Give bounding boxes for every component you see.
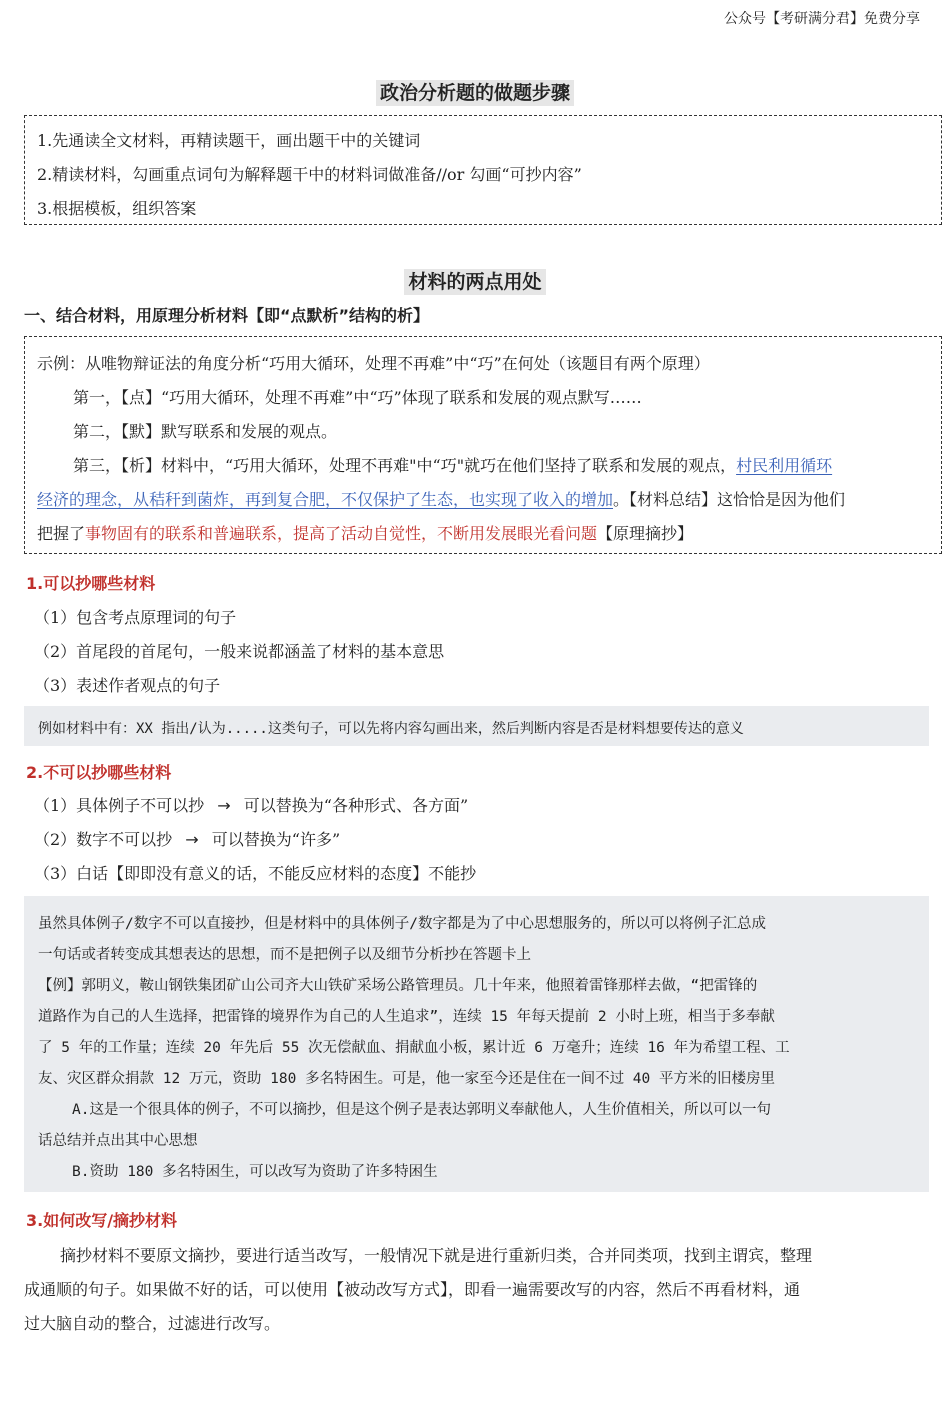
example-analysis-line1 — [73, 453, 832, 476]
step-2: 2.精读材料，勾画重点词句为解释题干中的材料词做准备//or 勾画“可抄内容” — [37, 165, 582, 184]
example-default: 第二，【默】默写联系和发展的观点。 — [73, 422, 338, 441]
section2-subtitle: 一、结合材料，用原理分析材料【即“点默析”结构的析】 — [24, 306, 430, 325]
part3-line-3: 过大脑自动的整合，过滤进行改写。 — [24, 1314, 281, 1333]
analysis-text-c: 把握了 — [37, 524, 86, 543]
part1-item-3: （3）表述作者观点的句子 — [34, 676, 221, 695]
box-line-9: B.资助 180 多名特困生，可以改写为资助了许多特困生 — [72, 1164, 438, 1180]
part1-item-2: （2）首尾段的首尾句，一般来说都涵盖了材料的基本意思 — [34, 642, 445, 661]
section1-title-text: 政治分析题的做题步骤 — [376, 80, 574, 106]
part2-heading: 2.不可以抄哪些材料 — [26, 763, 172, 782]
box-line-7: A.这是一个很具体的例子，不可以摘抄，但是这个例子是表达郭明义奉献他人，人生价值相关，所以可以一句 — [72, 1102, 771, 1118]
part3-line-2: 成通顺的句子。如果做不好的话，可以使用【被动改写方式】，即看一遍需要改写的内容，然后不再看材料，通 — [24, 1280, 801, 1299]
part2-item-1-text: （1）具体例子不可以抄 — [34, 796, 205, 815]
analysis-text-b: 。【材料总结】这恰恰是因为他们 — [613, 490, 846, 509]
box-line-1: 虽然具体例子/数字不可以直接抄，但是材料中的具体例子/数字都是为了中心思想服务的，所以可以将例子汇总成 — [38, 916, 766, 932]
example-analysis-line3 — [37, 521, 693, 544]
box-line-4: 道路作为自己的人生选择，把雷锋的境界作为自己的人生追求”，连续 15 年每天提前 2 小时上班，相当于多奉献 — [38, 1009, 775, 1025]
steps-box — [24, 115, 942, 225]
part2-item-2-text: （2）数字不可以抄 — [34, 830, 173, 849]
analysis-material-highlight-1: 村民利用循环 — [736, 456, 833, 475]
section2-title-text: 材料的两点用处 — [404, 269, 545, 295]
analysis-text-d: 【原理摘抄】 — [597, 524, 694, 543]
part1-note-box — [24, 706, 929, 746]
analysis-material-highlight-2: 经济的理念，从秸秆到菌炸，再到复合肥，不仅保护了生态，也实现了收入的增加 — [37, 490, 614, 509]
part2-item-2 — [34, 827, 340, 850]
part2-example-box — [24, 896, 929, 1192]
part2-item-1 — [34, 793, 468, 816]
header-watermark: 公众号【考研满分君】免费分享 — [724, 11, 920, 27]
example-analysis-line2 — [37, 487, 845, 510]
right-arrow-icon: → — [185, 830, 199, 849]
section1-title — [0, 78, 950, 105]
part2-item-2-rest: 可以替换为“许多” — [211, 830, 341, 849]
example-box — [24, 336, 942, 554]
part1-note: 例如材料中有：XX 指出/认为.....这类句子，可以先将内容勾画出来，然后判断内容是否是材料想要传达的意义 — [38, 721, 744, 737]
box-line-8: 话总结并点出其中心思想 — [38, 1133, 198, 1149]
step-3: 3.根据模板，组织答案 — [37, 199, 197, 218]
part2-item-3-text: （3）白话【即即没有意义的话，不能反应材料的态度】不能抄 — [34, 864, 477, 883]
example-point: 第一，【点】“巧用大循环，处理不再难”中“巧”体现了联系和发展的观点默写…… — [73, 388, 642, 407]
box-line-6: 友、灾区群众捐款 12 万元，资助 180 多名特困生。可是，他一家至今还是住在一间不过 40 平方米的旧楼房里 — [38, 1071, 775, 1087]
part1-item-1: （1）包含考点原理词的句子 — [34, 608, 237, 627]
part3-line-1: 摘抄材料不要原文摘抄，要进行适当改写，一般情况下就是进行重新归类，合并同类项，找到主谓宾，整理 — [60, 1246, 813, 1265]
part2-item-3 — [34, 861, 476, 884]
box-line-5: 了 5 年的工作量；连续 20 年先后 55 次无偿献血、捐献血小板，累计近 6 万毫升；连续 16 年为希望工程、工 — [38, 1040, 790, 1056]
analysis-principle-highlight: 事物固有的联系和普遍联系，提高了活动自觉性，不断用发展眼光看问题 — [85, 524, 598, 543]
part3-heading: 3.如何改写/摘抄材料 — [26, 1211, 178, 1230]
box-line-3: 【例】郭明义，鞍山钢铁集团矿山公司齐大山铁矿采场公路管理员。几十年来，他照着雷锋那样去做，“把雷锋的 — [38, 978, 758, 994]
part1-heading: 1.可以抄哪些材料 — [26, 574, 156, 593]
example-intro: 示例：从唯物辩证法的角度分析“巧用大循环，处理不再难”中“巧”在何处（该题目有两个原理） — [37, 354, 710, 373]
right-arrow-icon: → — [217, 796, 231, 815]
section2-title — [0, 267, 950, 294]
step-1: 1.先通读全文材料，再精读题干，画出题干中的关键词 — [37, 131, 421, 150]
analysis-text-a: 第三，【析】材料中，“巧用大循环，处理不再难"中“巧"就巧在他们坚持了联系和发展的观点， — [73, 456, 737, 475]
part2-item-1-rest: 可以替换为“各种形式、各方面” — [243, 796, 469, 815]
box-line-2: 一句话或者转变成其想表达的思想，而不是把例子以及细节分析抄在答题卡上 — [38, 947, 531, 963]
